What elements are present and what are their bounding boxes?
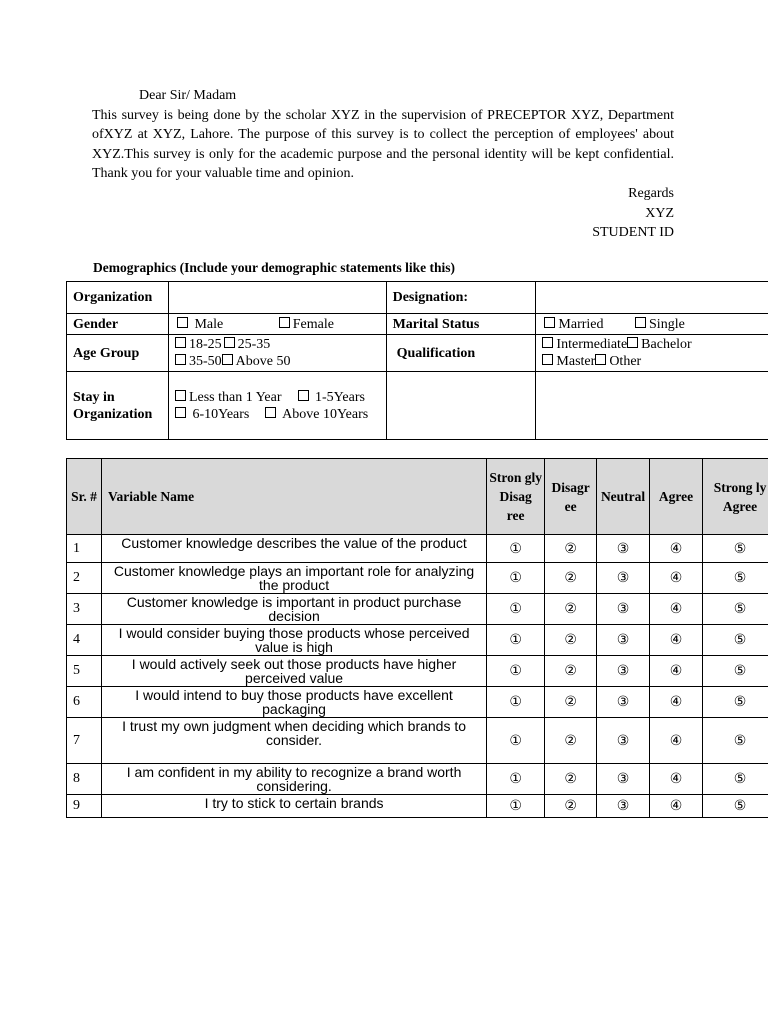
disagree-option[interactable]: ② — [545, 764, 597, 795]
demographics-table — [66, 281, 768, 440]
agree-option[interactable]: ④ — [650, 656, 703, 687]
strongly-agree-option[interactable]: ⑤ — [703, 625, 768, 656]
disagree-option[interactable]: ② — [545, 687, 597, 718]
row-number: 9 — [67, 795, 102, 818]
organization-label: Organization — [67, 282, 169, 314]
designation-label: Designation: — [386, 282, 536, 314]
intermediate-option: Intermediate — [556, 337, 628, 352]
table-row — [67, 795, 768, 818]
gender-label: Gender — [67, 314, 169, 335]
stay-above-10-option: Above 10Years — [282, 406, 369, 422]
stay-less-1-checkbox[interactable] — [175, 390, 186, 401]
age-35-50-option: 35-50 — [188, 354, 222, 369]
neutral-option[interactable]: ③ — [597, 718, 650, 764]
sr-header: Sr. # — [67, 459, 102, 535]
strongly-disagree-option[interactable]: ① — [487, 764, 545, 795]
row-number: 3 — [67, 594, 102, 625]
table-row — [67, 625, 768, 656]
agree-option[interactable]: ④ — [650, 594, 703, 625]
agree-option[interactable]: ④ — [650, 535, 703, 563]
empty-cell — [386, 372, 536, 440]
female-checkbox[interactable] — [279, 317, 290, 328]
stay-1-5-checkbox[interactable] — [298, 390, 309, 401]
designation-field[interactable] — [536, 282, 768, 314]
strongly-agree-option[interactable]: ⑤ — [703, 594, 768, 625]
statement-text: Customer knowledge plays an important role for analyzing the product — [101, 563, 486, 594]
strongly-agree-header: Strong ly Agree — [703, 459, 768, 535]
regards: Regards — [628, 185, 674, 201]
strongly-disagree-option[interactable]: ① — [487, 795, 545, 818]
married-option: Married — [558, 316, 604, 332]
strongly-disagree-option[interactable]: ① — [487, 687, 545, 718]
statement-text: Customer knowledge is important in product purchase decision — [101, 594, 486, 625]
bachelor-checkbox[interactable] — [627, 337, 638, 348]
agree-option[interactable]: ④ — [650, 718, 703, 764]
age-25-35-option: 25-35 — [237, 337, 271, 352]
neutral-option[interactable]: ③ — [597, 535, 650, 563]
bachelor-option: Bachelor — [641, 337, 692, 352]
qualification-label: Qualification — [386, 335, 536, 372]
stay-6-10-option: 6-10Years — [192, 406, 250, 422]
single-checkbox[interactable] — [635, 317, 646, 328]
disagree-option[interactable]: ② — [545, 795, 597, 818]
other-option: Other — [609, 354, 642, 369]
agree-option[interactable]: ④ — [650, 625, 703, 656]
row-number: 7 — [67, 718, 102, 764]
strongly-disagree-option[interactable]: ① — [487, 718, 545, 764]
strongly-disagree-option[interactable]: ① — [487, 656, 545, 687]
table-row — [67, 594, 768, 625]
age-above-50-checkbox[interactable] — [222, 354, 233, 365]
agree-option[interactable]: ④ — [650, 795, 703, 818]
agree-option[interactable]: ④ — [650, 687, 703, 718]
disagree-header: Disagr ee — [545, 459, 597, 535]
disagree-option[interactable]: ② — [545, 625, 597, 656]
strongly-agree-option[interactable]: ⑤ — [703, 535, 768, 563]
marital-status-label: Marital Status — [386, 314, 536, 335]
disagree-option[interactable]: ② — [545, 656, 597, 687]
age-18-25-checkbox[interactable] — [175, 337, 186, 348]
female-option: Female — [292, 316, 334, 332]
table-row — [67, 764, 768, 795]
male-checkbox[interactable] — [177, 317, 188, 328]
row-number: 2 — [67, 563, 102, 594]
male-option: Male — [194, 316, 224, 332]
master-option: Master — [556, 354, 596, 369]
neutral-option[interactable]: ③ — [597, 656, 650, 687]
stay-6-10-checkbox[interactable] — [175, 407, 186, 418]
stay-less-1-option: Less than 1 Year — [188, 389, 282, 405]
variable-name-header: Variable Name — [101, 459, 486, 535]
statement-text: I try to stick to certain brands — [101, 795, 486, 818]
table-row — [67, 535, 768, 563]
strongly-agree-option[interactable]: ⑤ — [703, 563, 768, 594]
disagree-option[interactable]: ② — [545, 594, 597, 625]
strongly-agree-option[interactable]: ⑤ — [703, 718, 768, 764]
survey-body — [67, 535, 768, 818]
signer: XYZ — [645, 205, 674, 221]
statement-text: I would actively seek out those products have higher perceived value — [101, 656, 486, 687]
single-option: Single — [649, 316, 685, 332]
table-row — [67, 718, 768, 764]
age-25-35-checkbox[interactable] — [224, 337, 235, 348]
neutral-option[interactable]: ③ — [597, 563, 650, 594]
neutral-option[interactable]: ③ — [597, 625, 650, 656]
table-row — [67, 687, 768, 718]
strongly-agree-option[interactable]: ⑤ — [703, 656, 768, 687]
stay-label-line2: Organization — [73, 406, 153, 422]
row-number: 6 — [67, 687, 102, 718]
statement-text: I am confident in my ability to recognize a brand worth considering. — [101, 764, 486, 795]
letter-body: This survey is being done by the scholar XYZ in the supervision of PRECEPTOR XYZ, Department ofXYZ at XYZ, Lahore. The purpose of this survey is to collect the perception of employees' about XYZ.This survey is only for the academic purpose and the personal identity will be kept confidential. Thank you for your valuable time and opinion. — [92, 107, 674, 182]
age-18-25-option: 18-25 — [188, 337, 222, 352]
intermediate-checkbox[interactable] — [542, 337, 553, 348]
row-number: 1 — [67, 535, 102, 563]
strongly-disagree-option[interactable]: ① — [487, 535, 545, 563]
agree-header: Agree — [650, 459, 703, 535]
row-number: 5 — [67, 656, 102, 687]
strongly-disagree-option[interactable]: ① — [487, 594, 545, 625]
age-35-50-checkbox[interactable] — [175, 354, 186, 365]
strongly-disagree-header: Stron gly Disag ree — [487, 459, 545, 535]
statement-text: I would intend to buy those products have excellent packaging — [101, 687, 486, 718]
demographics-heading: Demographics (Include your demographic statements like this) — [93, 260, 455, 275]
greeting: Dear Sir/ Madam — [139, 88, 237, 103]
married-checkbox[interactable] — [544, 317, 555, 328]
row-number: 4 — [67, 625, 102, 656]
disagree-option[interactable]: ② — [545, 718, 597, 764]
strongly-disagree-option[interactable]: ① — [487, 625, 545, 656]
neutral-header: Neutral — [597, 459, 650, 535]
age-above-50-option: Above 50 — [235, 354, 291, 369]
row-number: 8 — [67, 764, 102, 795]
neutral-option[interactable]: ③ — [597, 764, 650, 795]
neutral-option[interactable]: ③ — [597, 687, 650, 718]
neutral-option[interactable]: ③ — [597, 795, 650, 818]
organization-field[interactable] — [168, 282, 386, 314]
disagree-option[interactable]: ② — [545, 563, 597, 594]
strongly-agree-option[interactable]: ⑤ — [703, 764, 768, 795]
agree-option[interactable]: ④ — [650, 563, 703, 594]
empty-cell — [536, 372, 768, 440]
age-group-label: Age Group — [67, 335, 169, 372]
cover-letter — [92, 86, 674, 243]
stay-1-5-option: 1-5Years — [315, 389, 365, 405]
statement-text: I would consider buying those products whose perceived value is high — [101, 625, 486, 656]
statement-text: Customer knowledge describes the value of the product — [101, 535, 486, 563]
statement-text: I trust my own judgment when deciding which brands to consider. — [101, 718, 486, 764]
survey-table — [66, 458, 768, 818]
stay-above-10-checkbox[interactable] — [265, 407, 276, 418]
table-row — [67, 656, 768, 687]
other-checkbox[interactable] — [595, 354, 606, 365]
stay-label-line1: Stay in — [73, 389, 115, 405]
strongly-disagree-option[interactable]: ① — [487, 563, 545, 594]
master-checkbox[interactable] — [542, 354, 553, 365]
neutral-option[interactable]: ③ — [597, 594, 650, 625]
strongly-agree-option[interactable]: ⑤ — [703, 795, 768, 818]
disagree-option[interactable]: ② — [545, 535, 597, 563]
strongly-agree-option[interactable]: ⑤ — [703, 687, 768, 718]
student-id: STUDENT ID — [592, 225, 674, 241]
table-row — [67, 563, 768, 594]
agree-option[interactable]: ④ — [650, 764, 703, 795]
